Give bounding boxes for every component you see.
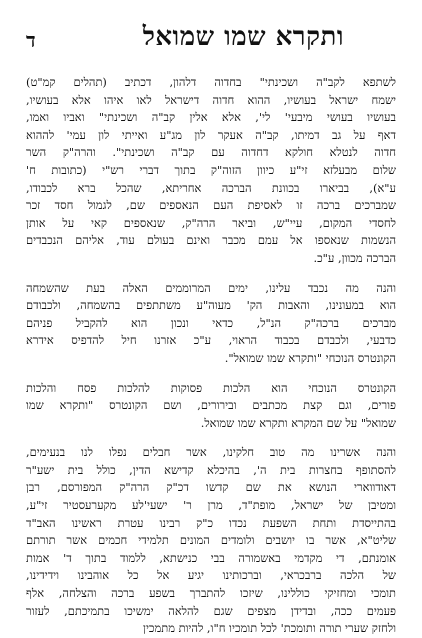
text-line: הקונטרס הנוכחי הוא הלכות פסוקות להלכות פסח והלכות — [26, 380, 396, 395]
text-line: ולחזק שערי תורה ותומכת' לכל תומכיו ח"ו, להיות מתמכין — [143, 621, 396, 636]
text-line: ומטיבן של ישראל, מופת"ד, מרן ר' ישעי'לע מקערעסטיר זי"ע, — [26, 498, 396, 513]
text-line: ע"א), בביארו בכוונת הברכה אחריתא, שהכל ברא לכבודו, — [26, 180, 396, 195]
paragraph — [26, 380, 396, 433]
text-line: פורים, וגם קצת מכתבים ובירורים, ושם הקונטרס "ותקרא שמו — [26, 398, 396, 413]
text-line: הנשמות שנאספו אל עמם מכבר ואינם בעולם עוד, אליהם הנכבדים — [26, 233, 396, 248]
text-line: שמואל" על שם המקרא ותקרא שמו שמואל. — [200, 415, 396, 430]
text-line: כדבעי, ולכבדם בכבוד הראוי, ע"כ אזרנו חיל להדפיס אידרא — [26, 333, 396, 348]
paragraph — [26, 444, 396, 638]
text-line: הברכה מכוון, ע"כ. — [313, 250, 396, 265]
text-line: לחסדי המקום, עיי"ש, וביאר הרה"ק, שנאספים קאי על אותן — [26, 215, 396, 230]
text-line: שליט"א, אשר בו יושבים ולומדים המונים תלמידי חכמים אשר תורתם — [26, 533, 396, 548]
document-body — [26, 74, 396, 638]
text-line: דאף על גב דמיתו, קב"ה אעקר לון מג"ע ואייתי לון עמי' לההוא — [26, 127, 396, 142]
text-line: מברכים ברכה"ק הנ"ל, כדאי ונכון הוא להקביל פניהם — [26, 315, 396, 330]
text-line: הוא במעונינו, והאבות הק' מעוה"ע משתתפים בהשמחה, ולכבודם — [26, 298, 396, 313]
page-number: ד — [26, 28, 36, 52]
text-line: בעושיו בעושי מיבעי' לי', אלא אלין קב"ה ושכינתי" ואביו ואמו, — [26, 110, 396, 125]
text-line: חדוה לנטלא חולקא דחדוה עם קב"ה ושכינתי". והרה"ק השר — [26, 145, 396, 160]
text-line: שמברכים ברכה זו לאסיפת העם הנאספים שם, לגמול חסד זכר — [26, 198, 396, 213]
text-line: בהתייסדת ותחת השפעת נכדו כ"ק רבינו עטרת ראשינו האב"ד — [26, 515, 396, 530]
text-line: והנה מה נכבד עלינו, ימים המרוממים האלה בעת שהשמחה — [26, 280, 396, 295]
text-line: שלום מבעלזא זי"ע כיוון הזוה"ק בתוך דברי רש"י (כתובות ח' — [26, 162, 396, 177]
text-line: הקונטרס הנוכחי "ותקרא שמו שמואל". — [224, 350, 396, 365]
text-line: פעמים ככה, ובדידן מצפים שגם להלאה ימשיכו בתמיכתם, לעזור — [26, 603, 396, 618]
text-line: אומנתם, די מקדמי באשמורה בבי כנישתא, ללמוד בתוך ד' אמות — [26, 550, 396, 565]
text-line: דאודווארי הנושא את שם קדשו דכ"ק הרה"ק המפורסם, רבן — [26, 480, 396, 495]
text-line: ישמח ישראל בעושיו, ההוא חדוה דישראל לאו איהו אלא בעושיו, — [26, 92, 396, 107]
paragraph — [26, 74, 396, 268]
text-line: תומכי ומחזיקי כוללינו, שיזכו להתברך בשפע ברכה והצלחה, אלף — [26, 586, 396, 601]
text-line: להסתופף בחצרות בית ה', בהיכלא קדישא הדין, כולל בית ישע"ר — [26, 462, 396, 477]
page-title: ותקרא שמו שמואל — [142, 22, 344, 52]
page-header — [18, 22, 404, 62]
text-line: לשתפא לקב"ה ושכינתי" בחדוה דלהון, דכתיב (תהלים קמ"ט) — [26, 75, 396, 89]
text-line: של הלכה ברבכראי, וברכותינו יגיע אל כל אוהבינו וידידינו, — [26, 568, 396, 583]
paragraph — [26, 280, 396, 368]
text-line: והנה אשרינו מה טוב חלקינו, אשר חבלים נפלו לנו בנעימים, — [26, 445, 396, 460]
